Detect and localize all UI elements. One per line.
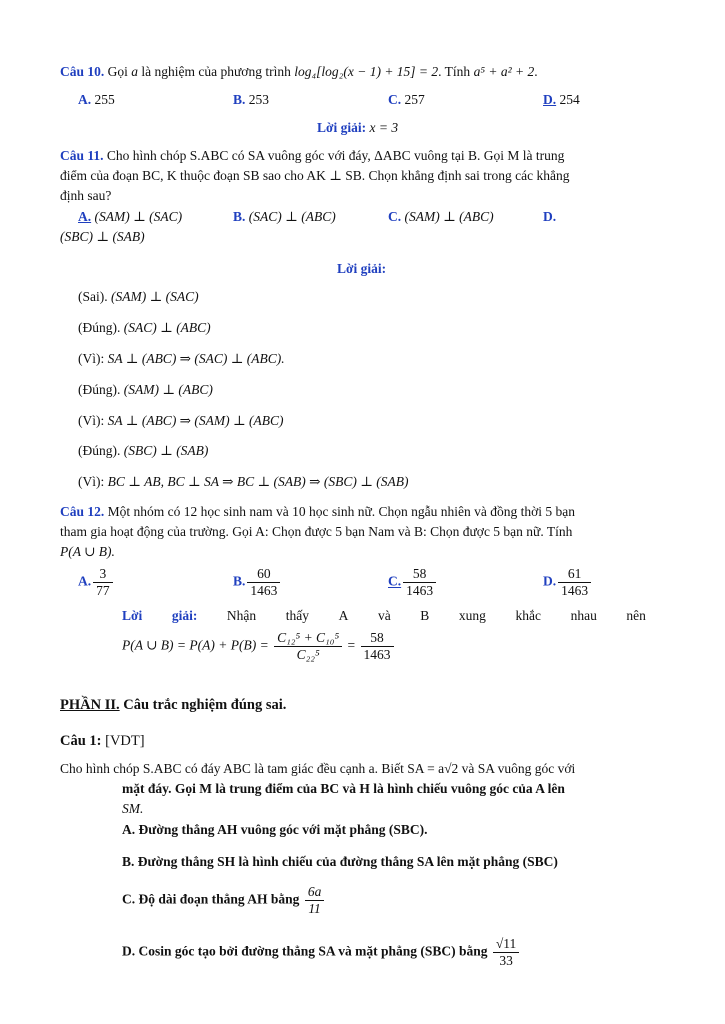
solution-word: B: [420, 608, 430, 623]
part2-intro-3: SM.: [122, 801, 144, 816]
formula-left: P(A ∪ B) = P(A) + P(B) =: [122, 637, 269, 653]
q11-step: [78, 443, 208, 459]
q11-label: Câu 11.: [60, 148, 104, 163]
fraction-denominator: C₂₂⁵: [296, 647, 320, 662]
fraction-denominator: 1463: [363, 647, 391, 662]
q10-expression: a⁵ + a² + 2: [473, 64, 535, 79]
q12-text: Một nhóm có 12 học sinh nam và 10 học sinh nữ. Chọn ngẫu nhiên và đồng thời 5 bạn: [107, 504, 576, 519]
q11-step: [78, 289, 199, 305]
option-letter: C.: [388, 573, 402, 589]
solution-word: thấy: [285, 608, 310, 623]
statement-d[interactable]: [122, 936, 521, 969]
solution-word: nên: [626, 608, 646, 623]
fraction-numerator: 3: [93, 566, 113, 583]
fraction-denominator: 33: [499, 953, 513, 968]
q11-option-c[interactable]: [388, 209, 494, 225]
q1-label: Câu 1:: [60, 733, 102, 749]
q11-step: [78, 413, 284, 429]
option-letter: D.: [543, 92, 557, 107]
solution-word: Nhận: [226, 608, 257, 623]
fraction-denominator: 1463: [250, 583, 278, 598]
q11-line-3: định sau?: [60, 188, 112, 203]
q11-option-a[interactable]: [78, 209, 182, 225]
q11-text: Cho hình chóp S.ABC có SA vuông góc với đáy, ΔABC vuông tại B. Gọi M là trung: [106, 148, 565, 163]
fraction-numerator: 6a: [305, 884, 325, 901]
q10-equation: log₄[log₂(x − 1) + 15] = 2: [294, 64, 439, 79]
q12-formula: [122, 630, 396, 663]
option-fraction: [558, 566, 591, 599]
solution-label: Lời giải:: [337, 261, 387, 276]
solution-word: và: [377, 608, 391, 623]
q10-solution: [317, 120, 398, 136]
solution-word: xung: [458, 608, 486, 623]
option-letter: A.: [78, 573, 92, 589]
step-expr: (SAC) ⊥ (ABC): [123, 320, 211, 335]
step-tag: (Vì):: [78, 351, 105, 366]
q11-line-1: [60, 148, 564, 164]
solution-word: khắc: [515, 608, 541, 623]
option-letter: A.: [78, 209, 92, 224]
step-tag: (Vì):: [78, 413, 105, 428]
solution-value: x = 3: [369, 120, 399, 135]
q10-option-d[interactable]: [543, 92, 580, 108]
step-tag: (Đúng).: [78, 443, 121, 458]
part2-q1-heading: [60, 733, 145, 750]
q10-text: .: [534, 64, 538, 79]
fraction-numerator: 60: [247, 566, 280, 583]
q10-option-b[interactable]: [233, 92, 269, 108]
option-letter: A.: [78, 92, 92, 107]
option-letter: B.: [233, 573, 246, 589]
part2-title-text: Câu trắc nghiệm đúng sai.: [119, 697, 287, 713]
q12-option-a[interactable]: [78, 566, 115, 599]
option-value: 254: [559, 92, 580, 107]
option-value: 257: [404, 92, 425, 107]
q12-line-2: tham gia hoạt động của trường. Gọi A: Chọn được 5 bạn Nam và B: Chọn được 5 bạn nữ. Tính: [60, 524, 573, 539]
solution-word: nhau: [570, 608, 597, 623]
solution-word: giải:: [171, 608, 198, 623]
statement-a[interactable]: A. Đường thẳng AH vuông góc với mặt phẳng (SBC).: [122, 822, 428, 837]
formula-fraction: [274, 630, 342, 663]
option-letter: C.: [388, 92, 402, 107]
option-fraction: [247, 566, 280, 599]
option-value: (SAC) ⊥ (ABC): [248, 209, 336, 224]
option-fraction: [403, 566, 436, 599]
step-tag: (Sai).: [78, 289, 108, 304]
fraction-denominator: 77: [96, 583, 110, 598]
step-expr: SA ⊥ (ABC) ⇒ (SAM) ⊥ (ABC): [107, 413, 284, 428]
q11-option-d-value: (SBC) ⊥ (SAB): [60, 229, 145, 244]
q10-text: Gọi: [107, 64, 128, 79]
q11-step: [78, 474, 409, 490]
fraction-numerator: 58: [403, 566, 436, 583]
solution-label: Lời giải:: [317, 120, 367, 135]
q10-text: là nghiệm của phương trình: [141, 64, 291, 79]
q10-option-c[interactable]: [388, 92, 425, 108]
fraction-denominator: 1463: [406, 583, 434, 598]
option-value: 253: [248, 92, 270, 107]
statement-c-fraction: [305, 884, 325, 917]
option-fraction: [93, 566, 113, 599]
q12-option-d[interactable]: [543, 566, 593, 599]
part2-title: [60, 697, 286, 714]
q12-line-3: P(A ∪ B).: [60, 544, 115, 559]
q1-tag: [VDT]: [101, 733, 145, 749]
q11-step: [78, 351, 285, 367]
q10-option-a[interactable]: [78, 92, 115, 108]
step-expr: (SAM) ⊥ (ABC): [123, 382, 213, 397]
step-tag: (Vì):: [78, 474, 105, 489]
formula-result: [361, 630, 394, 663]
q11-option-b[interactable]: [233, 209, 336, 225]
q12-solution-line: [122, 608, 646, 624]
option-letter: B.: [233, 209, 246, 224]
solution-word: Lời: [122, 608, 143, 623]
step-tag: (Đúng).: [78, 382, 121, 397]
q12-option-c[interactable]: [388, 566, 438, 599]
option-letter: D.: [543, 573, 557, 589]
option-letter: B.: [233, 92, 246, 107]
q12-line-1: [60, 504, 575, 520]
statement-c-text: C. Độ dài đoạn thẳng AH bằng: [122, 891, 300, 907]
q12-option-b[interactable]: [233, 566, 282, 599]
fraction-numerator: √11: [493, 936, 519, 953]
fraction-numerator: 61: [558, 566, 591, 583]
option-letter: D.: [543, 209, 557, 224]
q11-solution-label: [337, 261, 386, 277]
fraction-denominator: 1463: [561, 583, 589, 598]
option-value: 255: [94, 92, 115, 107]
q11-step: [78, 382, 213, 398]
q11-option-d[interactable]: [543, 209, 556, 225]
option-value: (SAM) ⊥ (ABC): [404, 209, 494, 224]
q10-text: . Tính: [438, 64, 471, 79]
step-expr: (SBC) ⊥ (SAB): [123, 443, 209, 458]
part2-title-number: PHẦN II.: [60, 697, 120, 713]
step-expr: SA ⊥ (ABC) ⇒ (SAC) ⊥ (ABC).: [107, 351, 285, 366]
solution-word: A: [338, 608, 349, 623]
part2-intro-2: mặt đáy. Gọi M là trung điểm của BC và H là hình chiếu vuông góc của A lên: [122, 781, 565, 796]
q10-statement: [60, 64, 538, 80]
option-value: (SAM) ⊥ (SAC): [94, 209, 183, 224]
q11-step: [78, 320, 211, 336]
q10-label: Câu 10.: [60, 64, 105, 79]
fraction-numerator: 58: [361, 630, 394, 647]
statement-b[interactable]: B. Đường thẳng SH là hình chiếu của đường thẳng SA lên mặt phẳng (SBC): [122, 854, 558, 869]
option-letter: C.: [388, 209, 402, 224]
formula-equals: =: [347, 637, 356, 653]
statement-d-text: D. Cosin góc tạo bởi đường thẳng SA và mặt phẳng (SBC) bằng: [122, 943, 488, 959]
q12-label: Câu 12.: [60, 504, 105, 519]
part2-intro-1: Cho hình chóp S.ABC có đáy ABC là tam giác đều cạnh a. Biết SA = a√2 và SA vuông góc với: [60, 761, 576, 776]
step-tag: (Đúng).: [78, 320, 121, 335]
statement-c[interactable]: [122, 884, 326, 917]
fraction-denominator: 11: [308, 901, 321, 916]
q10-var: a: [131, 64, 139, 79]
q11-line-2: điểm của đoạn BC, K thuộc đoạn SB sao cho AK ⊥ SB. Chọn khẳng định sai trong các khẳng: [60, 168, 570, 183]
step-expr: BC ⊥ AB, BC ⊥ SA ⇒ BC ⊥ (SAB) ⇒ (SBC) ⊥ (SAB): [107, 474, 409, 489]
fraction-numerator: C₁₂⁵ + C₁₀⁵: [274, 630, 342, 647]
step-expr: (SAM) ⊥ (SAC): [111, 289, 199, 304]
statement-d-fraction: [493, 936, 519, 969]
